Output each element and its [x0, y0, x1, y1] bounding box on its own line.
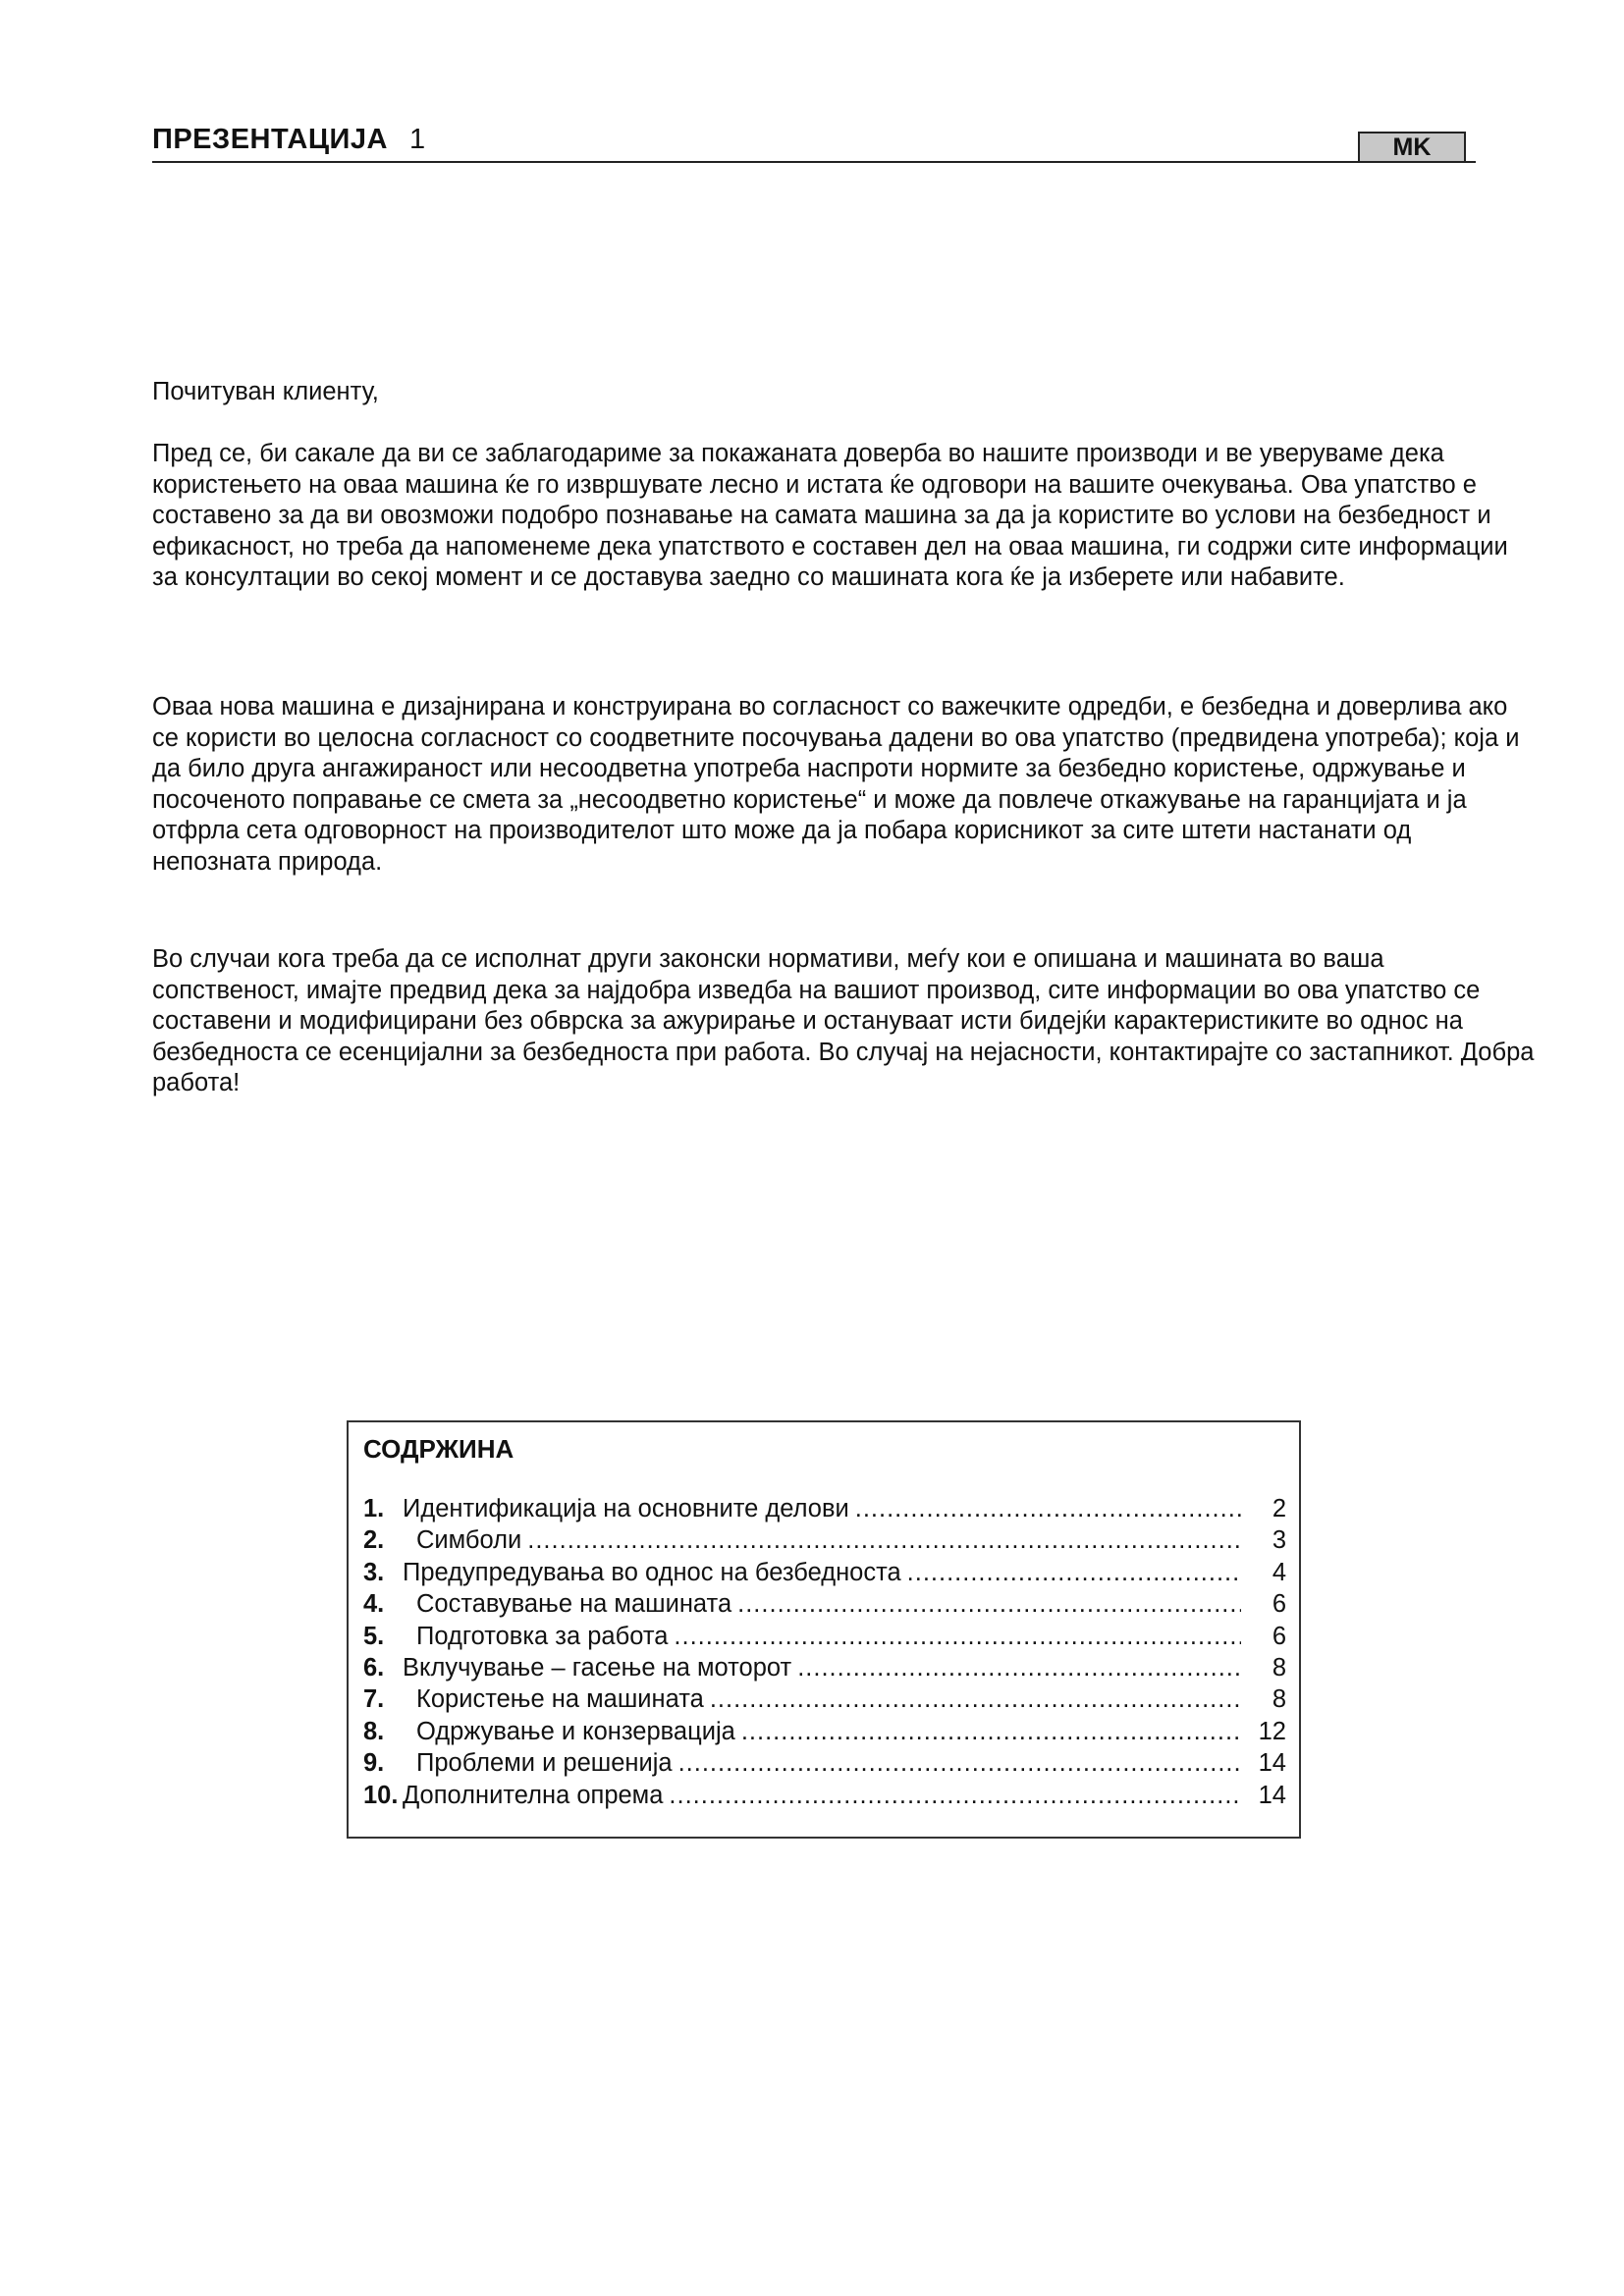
- toc-item-page: 12: [1258, 1717, 1286, 1745]
- toc-item-page: 8: [1272, 1685, 1286, 1714]
- toc-item[interactable]: [363, 1559, 1286, 1590]
- language-badge: MK: [1358, 132, 1466, 161]
- toc-item-number: 10.: [363, 1781, 399, 1809]
- intro-paragraph-2: [152, 692, 1537, 878]
- toc-leader-dots: [855, 1495, 1241, 1523]
- toc-item-page: 2: [1272, 1495, 1286, 1522]
- toc-item-number: 8.: [363, 1717, 385, 1745]
- toc-leader-dots: [797, 1654, 1241, 1682]
- greeting: [152, 377, 1537, 408]
- toc-leader-dots: [907, 1559, 1241, 1587]
- toc-item-label: Подготовка за работа: [416, 1622, 669, 1650]
- toc-item[interactable]: [363, 1623, 1286, 1654]
- toc-item-label: Користење на машината: [416, 1685, 704, 1714]
- toc-item-page: 14: [1258, 1749, 1286, 1778]
- toc-leader-dots: [527, 1526, 1241, 1555]
- toc-item[interactable]: [363, 1654, 1286, 1685]
- toc-item-page: 8: [1272, 1653, 1286, 1682]
- toc-item-number: 7.: [363, 1685, 385, 1714]
- toc-item-number: 6.: [363, 1653, 385, 1682]
- toc-item-number: 3.: [363, 1558, 385, 1586]
- page-number: 1: [409, 124, 426, 155]
- toc-leader-dots: [669, 1782, 1241, 1810]
- page-header: [152, 124, 1476, 159]
- toc-item-label: Идентификација на основните делови: [403, 1495, 849, 1522]
- toc-item-page: 14: [1258, 1781, 1286, 1809]
- toc-item-label: Предупредувања во однос на безбедноста: [403, 1558, 901, 1586]
- header-divider: [152, 161, 1476, 163]
- toc-item-number: 4.: [363, 1590, 385, 1619]
- toc-item[interactable]: [363, 1495, 1286, 1526]
- toc-leader-dots: [710, 1685, 1241, 1714]
- toc-leader-dots: [674, 1623, 1241, 1651]
- toc-item-number: 5.: [363, 1622, 385, 1650]
- toc-item[interactable]: [363, 1718, 1286, 1749]
- toc-leader-dots: [741, 1718, 1241, 1746]
- toc-item-label: Вклучување – гасење на моторот: [403, 1653, 792, 1682]
- paragraph-text: Оваа нова машина е дизајнирана и конструирана во согласност со важечките одредби, е безбедна и доверлива ако се користи во целосна согласност со соодветните посочувања дадени во ова упатство (предвидена употреба); која и да било друга ангажираност или несоодветна употреба наспроти нормите за безбедно користење, одржување и посоченото поправање се смета за „несоодветно користење“ и може да повлече откажување на гаранцијата и ја отфрла сета одговорност на производителот што може да ја побара корисникот за сите штети настанати од непозната природа.: [152, 693, 1520, 876]
- section-title: ПРЕЗЕНТАЦИЈА: [152, 124, 388, 155]
- toc-item-number: 9.: [363, 1749, 385, 1778]
- toc-item-page: 3: [1272, 1526, 1286, 1555]
- intro-paragraph-3: [152, 944, 1537, 1099]
- toc-item[interactable]: [363, 1685, 1286, 1717]
- greeting-text: Почитуван клиенту,: [152, 378, 379, 405]
- toc-item-label: Проблеми и решенија: [416, 1749, 673, 1778]
- paragraph-text: Во случаи кога треба да се исполнат други законски нормативи, меѓу кои е опишана и машината во ваша сопственост, имајте предвид дека за најдобра изведба на вашиот производ, сите информации во ова упатство се составени и модифицирани без обврска за ажурирање и остануваат исти бидејќи карактеристиките во однос на безбедноста се есенцијални за безбедноста при работа. Во случај на нејасности, контактирајте со застапникот. Добра работа!: [152, 945, 1535, 1096]
- toc-item-page: 4: [1272, 1558, 1286, 1586]
- toc-item[interactable]: [363, 1749, 1286, 1781]
- toc-list: [363, 1495, 1286, 1813]
- toc-item-page: 6: [1272, 1590, 1286, 1619]
- toc-item-number: 1.: [363, 1495, 385, 1522]
- toc-item-number: 2.: [363, 1526, 385, 1555]
- paragraph-text: Пред се, би сакале да ви се заблагодариме за покажаната доверба во нашите производи и ве уверуваме дека користењето на оваа машина ќе го извршувате лесно и истата ќе одговори на вашите очекувања. Ова упатство е составено за да ви овозможи подобро познавање на самата машина за да ја користите во услови на безбедност и ефикасност, но треба да напоменеме дека упатството е составен дел на оваа машина, ги содржи сите информации за консултации во секој момент и се доставува заедно со машината кога ќе ја изберете или набавите.: [152, 440, 1508, 591]
- toc-item-page: 6: [1272, 1622, 1286, 1650]
- toc-item-label: Одржување и конзервација: [416, 1717, 735, 1745]
- intro-paragraph-1: [152, 439, 1537, 594]
- toc-leader-dots: [678, 1749, 1241, 1778]
- toc-item[interactable]: [363, 1590, 1286, 1622]
- toc-item-label: Составување на машината: [416, 1590, 732, 1619]
- toc-item[interactable]: [363, 1526, 1286, 1558]
- toc-item-label: Симболи: [416, 1526, 522, 1555]
- toc-item-label: Дополнителна опрема: [403, 1781, 664, 1809]
- toc-item[interactable]: [363, 1782, 1286, 1813]
- toc-title: СОДРЖИНА: [363, 1434, 514, 1464]
- toc-leader-dots: [737, 1590, 1241, 1619]
- table-of-contents: [347, 1420, 1301, 1839]
